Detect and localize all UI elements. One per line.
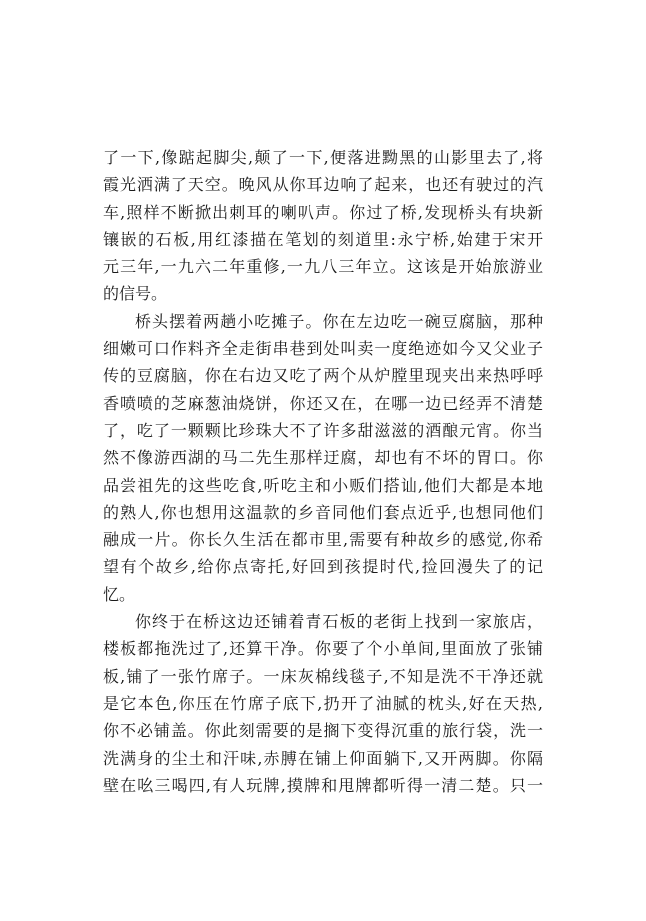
text-line: 细嫩可口作料齐全走街串巷到处叫卖一度绝迹如今又父业子	[103, 339, 543, 359]
text-line: 望有个故乡,给你点寄托,好回到孩提时代,捡回漫失了的记	[103, 557, 543, 577]
text-line: 壁在吆三喝四,有人玩牌,摸牌和甩牌都听得一清二楚。只一	[103, 775, 543, 795]
body-text	[103, 144, 543, 799]
text-line: 霞光洒满了天空。晚风从你耳边响了起来，也还有驶过的汽	[103, 175, 543, 195]
text-line: 了一下,像踮起脚尖,颠了一下,便落进黝黑的山影里去了,将	[103, 148, 543, 167]
text-line: 忆。	[103, 584, 136, 604]
paragraph-2	[103, 308, 543, 608]
text-line: 香喷喷的芝麻葱油烧饼，你还又在，在哪一边已经弄不清楚	[103, 393, 543, 413]
text-line: 的熟人,你也想用这温款的乡音同他们套点近乎,也想同他们	[103, 502, 543, 522]
text-line: 元三年,一九六二年重修,一九八三年立。这该是开始旅游业	[103, 257, 543, 277]
text-line: 然不像游西湖的马二先生那样迂腐，却也有不坏的胃口。你	[103, 448, 543, 468]
text-line: 是它本色,你压在竹席子底下,扔开了油腻的枕头,好在天热,	[103, 693, 543, 713]
text-line: 融成一片。你长久生活在都市里,需要有种故乡的感觉,你希	[103, 530, 543, 550]
text-line: 桥头摆着两趟小吃摊子。你在左边吃一碗豆腐脑，那种	[135, 311, 543, 331]
text-line: 传的豆腐脑，你在右边又吃了两个从炉膛里现夹出来热呼呼	[103, 366, 543, 386]
text-line: 镶嵌的石板,用红漆描在笔划的刻道里:永宁桥,始建于宋开	[103, 229, 543, 249]
text-line: 洗满身的尘土和汗味,赤膊在铺上仰面躺下,又开两脚。你隔	[103, 748, 543, 768]
text-line: 楼板都拖洗过了,还算干净。你要了个小单间,里面放了张铺	[103, 639, 543, 659]
paragraph-1	[103, 144, 543, 308]
text-line: 了，吃了一颗颗比珍珠大不了许多甜滋滋的酒酿元宵。你当	[103, 420, 543, 440]
text-line: 你不必铺盖。你此刻需要的是搁下变得沉重的旅行袋，洗一	[103, 721, 543, 741]
text-line: 的信号。	[103, 284, 168, 304]
paragraph-3	[103, 608, 543, 799]
text-line: 车,照样不断掀出刺耳的喇叭声。你过了桥,发现桥头有块新	[103, 202, 543, 222]
text-line: 你终于在桥这边还铺着青石板的老街上找到一家旅店，	[135, 612, 543, 632]
text-line: 品尝祖先的这些吃食,听吃主和小贩们搭讪,他们大都是本地	[103, 475, 543, 495]
text-line: 板,铺了一张竹席子。一床灰棉线毯子,不知是洗不干净还就	[103, 666, 543, 686]
